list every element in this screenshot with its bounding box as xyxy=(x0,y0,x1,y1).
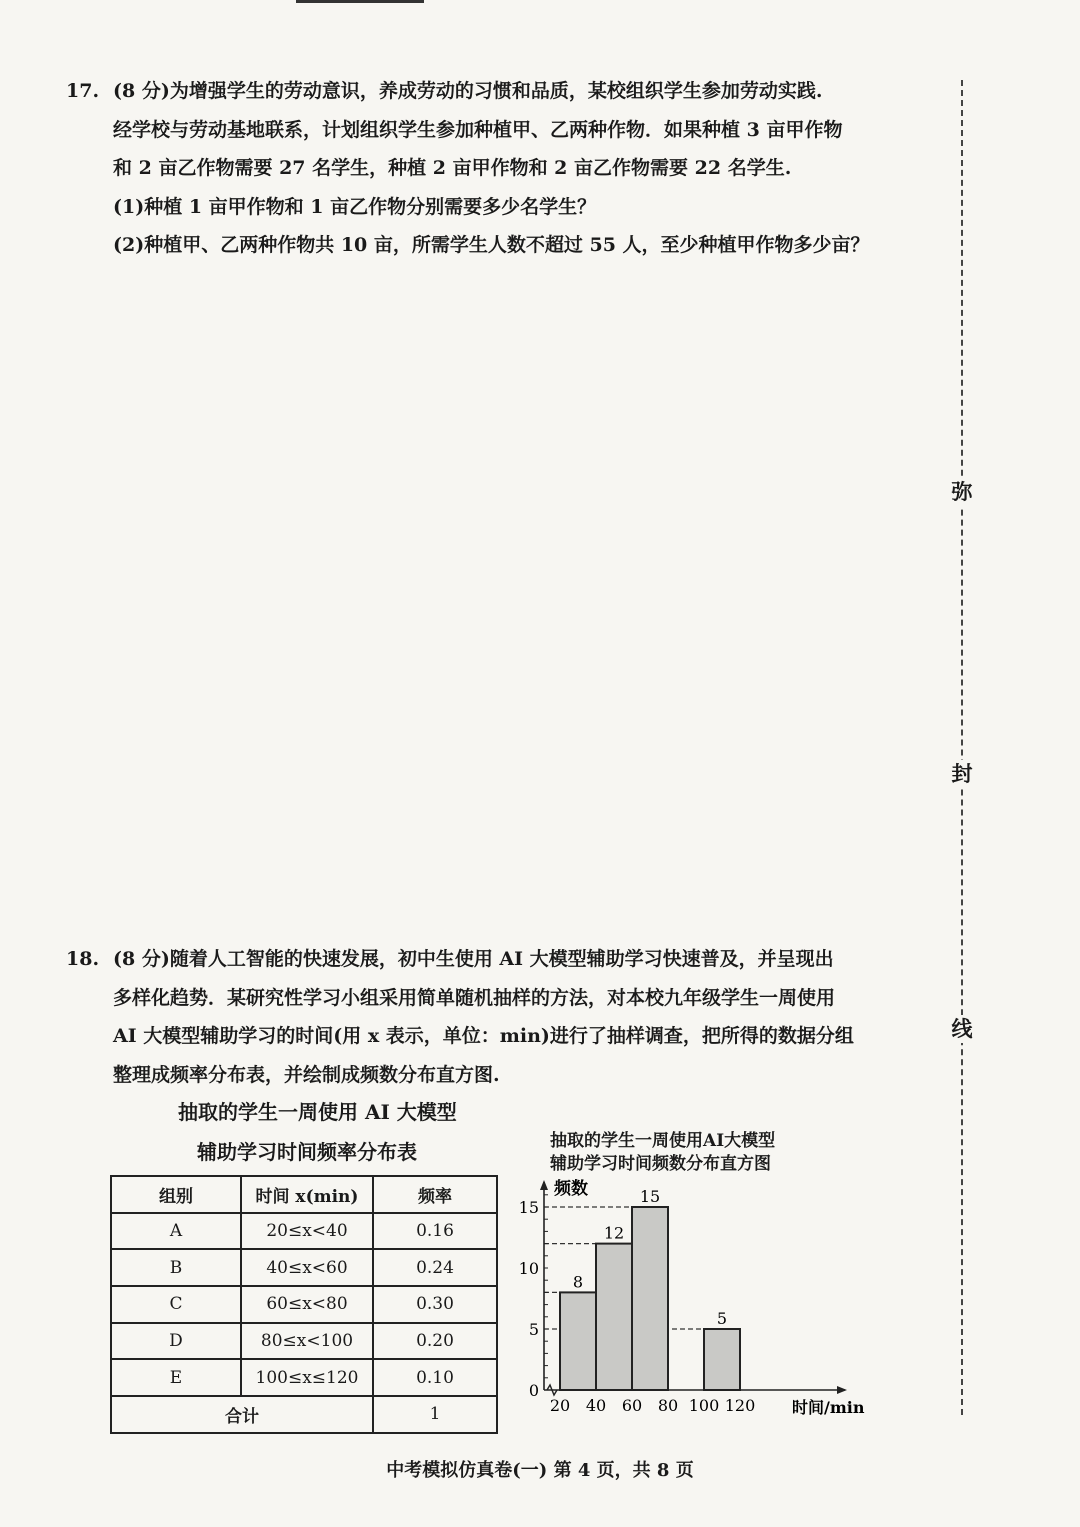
cell-frequency: 0.16 xyxy=(373,1213,497,1250)
table-header-row xyxy=(111,1176,497,1213)
table-row xyxy=(111,1249,497,1286)
y-tick-label-15: 15 xyxy=(518,1198,539,1217)
x-axis-label: 时间/min xyxy=(792,1398,865,1417)
bar-label-40-60: 12 xyxy=(603,1223,625,1243)
bar-60-80 xyxy=(632,1207,668,1390)
bar-40-60 xyxy=(596,1244,632,1390)
frequency-table xyxy=(110,1175,498,1434)
q17-line-1 xyxy=(66,72,951,111)
page-footer: 中考模拟仿真卷(一) 第 4 页，共 8 页 xyxy=(386,1460,694,1481)
x-axis-arrow xyxy=(837,1386,847,1394)
q18-line-2: 多样化趋势．某研究性学习小组采用简单随机抽样的方法，对本校九年级学生一周使用 xyxy=(113,986,836,1009)
q18-text-1: (8 分)随着人工智能的快速发展，初中生使用 AI 大模型辅助学习快速普及，并呈现出 xyxy=(113,948,834,970)
q17-sub-2: (2)种植甲、乙两种作物共 10 亩，所需学生人数不超过 55 人，至少种植甲作物多少亩？ xyxy=(113,234,870,256)
cell-frequency: 0.30 xyxy=(373,1286,497,1323)
cell-group: C xyxy=(111,1286,241,1323)
q17-number: 17. xyxy=(66,80,100,102)
header-group: 组别 xyxy=(111,1176,241,1213)
cell-time: 100≤x≤120 xyxy=(241,1359,373,1396)
bar-20-40 xyxy=(560,1292,596,1390)
header-frequency: 频率 xyxy=(373,1176,497,1213)
x-tick-label-60: 60 xyxy=(621,1396,643,1415)
bar-label-100-120: 5 xyxy=(716,1309,728,1328)
q17-line-2: 经学校与劳动基地联系，计划组织学生参加种植甲、乙两种作物．如果种植 3 亩甲作物 xyxy=(113,118,843,141)
y-tick-label-5: 5 xyxy=(528,1320,539,1339)
x-tick-label-20: 20 xyxy=(549,1396,571,1415)
x-tick-label-40: 40 xyxy=(585,1396,607,1415)
header-time: 时间 x(min) xyxy=(241,1176,373,1213)
q17-sub-1: (1)种植 1 亩甲作物和 1 亩乙作物分别需要多少名学生？ xyxy=(113,195,597,218)
q17-line-3: 和 2 亩乙作物需要 27 名学生，种植 2 亩甲作物和 2 亩乙作物需要 22 名学生. xyxy=(113,157,792,179)
cell-frequency: 0.24 xyxy=(373,1249,497,1286)
bar-label-20-40: 8 xyxy=(572,1272,584,1292)
cell-time: 20≤x<40 xyxy=(241,1213,373,1250)
seal-line xyxy=(961,80,963,1415)
chart-title-line-1: 抽取的学生一周使用AI大模型 xyxy=(550,1131,776,1151)
top-mark xyxy=(296,0,424,3)
bar-100-120 xyxy=(704,1329,740,1390)
cell-group: A xyxy=(111,1213,241,1250)
question-17 xyxy=(66,72,951,265)
origin-label: 0 xyxy=(528,1381,539,1400)
x-tick-label-80: 80 xyxy=(657,1396,679,1415)
q18-line-1 xyxy=(66,940,951,979)
total-value: 1 xyxy=(373,1396,497,1433)
cell-group: D xyxy=(111,1323,241,1360)
table-total-row xyxy=(111,1396,497,1433)
q18-line-3: AI 大模型辅助学习的时间(用 x 表示，单位：min)进行了抽样调查，把所得的数据分组 xyxy=(113,1025,854,1047)
x-tick-label-120: 120 xyxy=(724,1396,756,1415)
y-tick-label-10: 10 xyxy=(518,1259,539,1278)
table-caption-line-2: 辅助学习时间频率分布表 xyxy=(197,1140,417,1164)
x-tick-label-100: 100 xyxy=(688,1396,720,1415)
seal-char-mi: 弥 xyxy=(951,479,973,504)
q17-text-1: (8 分)为增强学生的劳动意识，养成劳动的习惯和品质，某校组织学生参加劳动实践. xyxy=(113,80,823,102)
q18-number: 18. xyxy=(66,948,100,970)
seal-char-xian: 线 xyxy=(951,1016,973,1041)
cell-frequency: 0.20 xyxy=(373,1323,497,1360)
total-label: 合计 xyxy=(111,1396,373,1433)
cell-time: 60≤x<80 xyxy=(241,1286,373,1323)
chart-title-line-2: 辅助学习时间频数分布直方图 xyxy=(550,1154,771,1174)
seal-char-feng: 封 xyxy=(951,761,973,786)
cell-group: E xyxy=(111,1359,241,1396)
table-row xyxy=(111,1213,497,1250)
cell-frequency: 0.10 xyxy=(373,1359,497,1396)
table-row xyxy=(111,1286,497,1323)
y-axis-arrow xyxy=(540,1180,548,1190)
table-row xyxy=(111,1359,497,1396)
cell-time: 40≤x<60 xyxy=(241,1249,373,1286)
cell-group: B xyxy=(111,1249,241,1286)
q18-line-4: 整理成频率分布表，并绘制成频数分布直方图. xyxy=(113,1063,500,1086)
table-row xyxy=(111,1323,497,1360)
histogram xyxy=(500,1170,880,1425)
cell-time: 80≤x<100 xyxy=(241,1323,373,1360)
bar-label-60-80: 15 xyxy=(639,1187,661,1206)
question-18 xyxy=(66,940,951,1094)
table-caption-line-1: 抽取的学生一周使用 AI 大模型 xyxy=(178,1100,457,1124)
y-axis-label: 频数 xyxy=(554,1179,588,1199)
